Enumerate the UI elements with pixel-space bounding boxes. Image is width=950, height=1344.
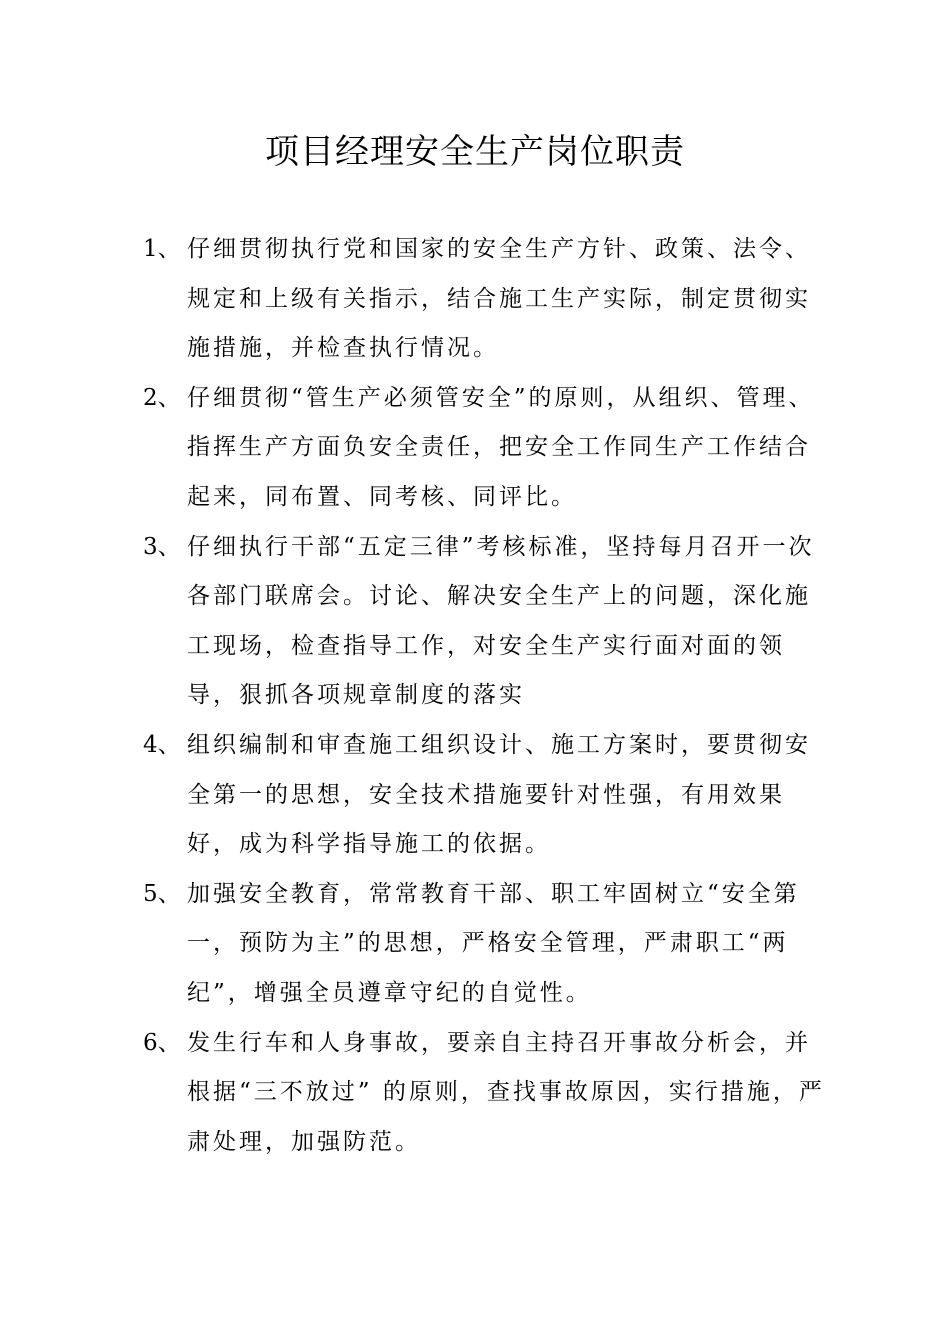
- duty-item-6: [143, 1019, 833, 1168]
- duty-list: [143, 225, 833, 1167]
- duty-item-text: 发生行车和人身事故，要亲自主持召开事故分析会，并根据“三不放过” 的原则，查找事故原因，实行措施，严肃处理，加强防范。: [187, 1029, 825, 1155]
- duty-item-number: 2、: [143, 384, 181, 411]
- duty-item-text: 仔细贯彻执行党和国家的安全生产方针、政策、法令、规定和上级有关指示，结合施工生产实际，制定贯彻实施措施，并检查执行情况。: [187, 236, 811, 362]
- duty-item-2: [143, 374, 833, 523]
- duty-item-4: [143, 721, 833, 870]
- duty-item-1: [143, 225, 833, 374]
- duty-item-text: 加强安全教育，常常教育干部、职工牢固树立“安全第一，预防为主”的思想，严格安全管理，严肃职工“两纪”，增强全员遵章守纪的自觉性。: [187, 880, 800, 1006]
- duty-item-number: 4、: [143, 731, 181, 758]
- document-title: 项目经理安全生产岗位职责: [265, 132, 685, 172]
- duty-item-number: 6、: [143, 1029, 181, 1056]
- duty-item-text: 组织编制和审查施工组织设计、施工方案时，要贯彻安全第一的思想，安全技术措施要针对性强，有用效果好，成为科学指导施工的依据。: [187, 731, 811, 858]
- duty-item-number: 1、: [143, 236, 181, 262]
- duty-item-number: 3、: [143, 533, 181, 560]
- duty-item-text: 仔细执行干部“五定三律”考核标准，坚持每月召开一次各部门联席会。讨论、解决安全生产上的问题，深化施工现场，检查指导工作，对安全生产实行面对面的领导，狠抓各项规章制度的落实: [187, 533, 815, 709]
- duty-item-number: 5、: [143, 880, 181, 907]
- duty-item-text: 仔细贯彻“管生产必须管安全”的原则，从组织、管理、指挥生产方面负安全责任，把安全工作同生产工作结合起来，同布置、同考核、同评比。: [187, 384, 815, 510]
- duty-item-5: [143, 870, 833, 1019]
- duty-item-3: [143, 523, 833, 721]
